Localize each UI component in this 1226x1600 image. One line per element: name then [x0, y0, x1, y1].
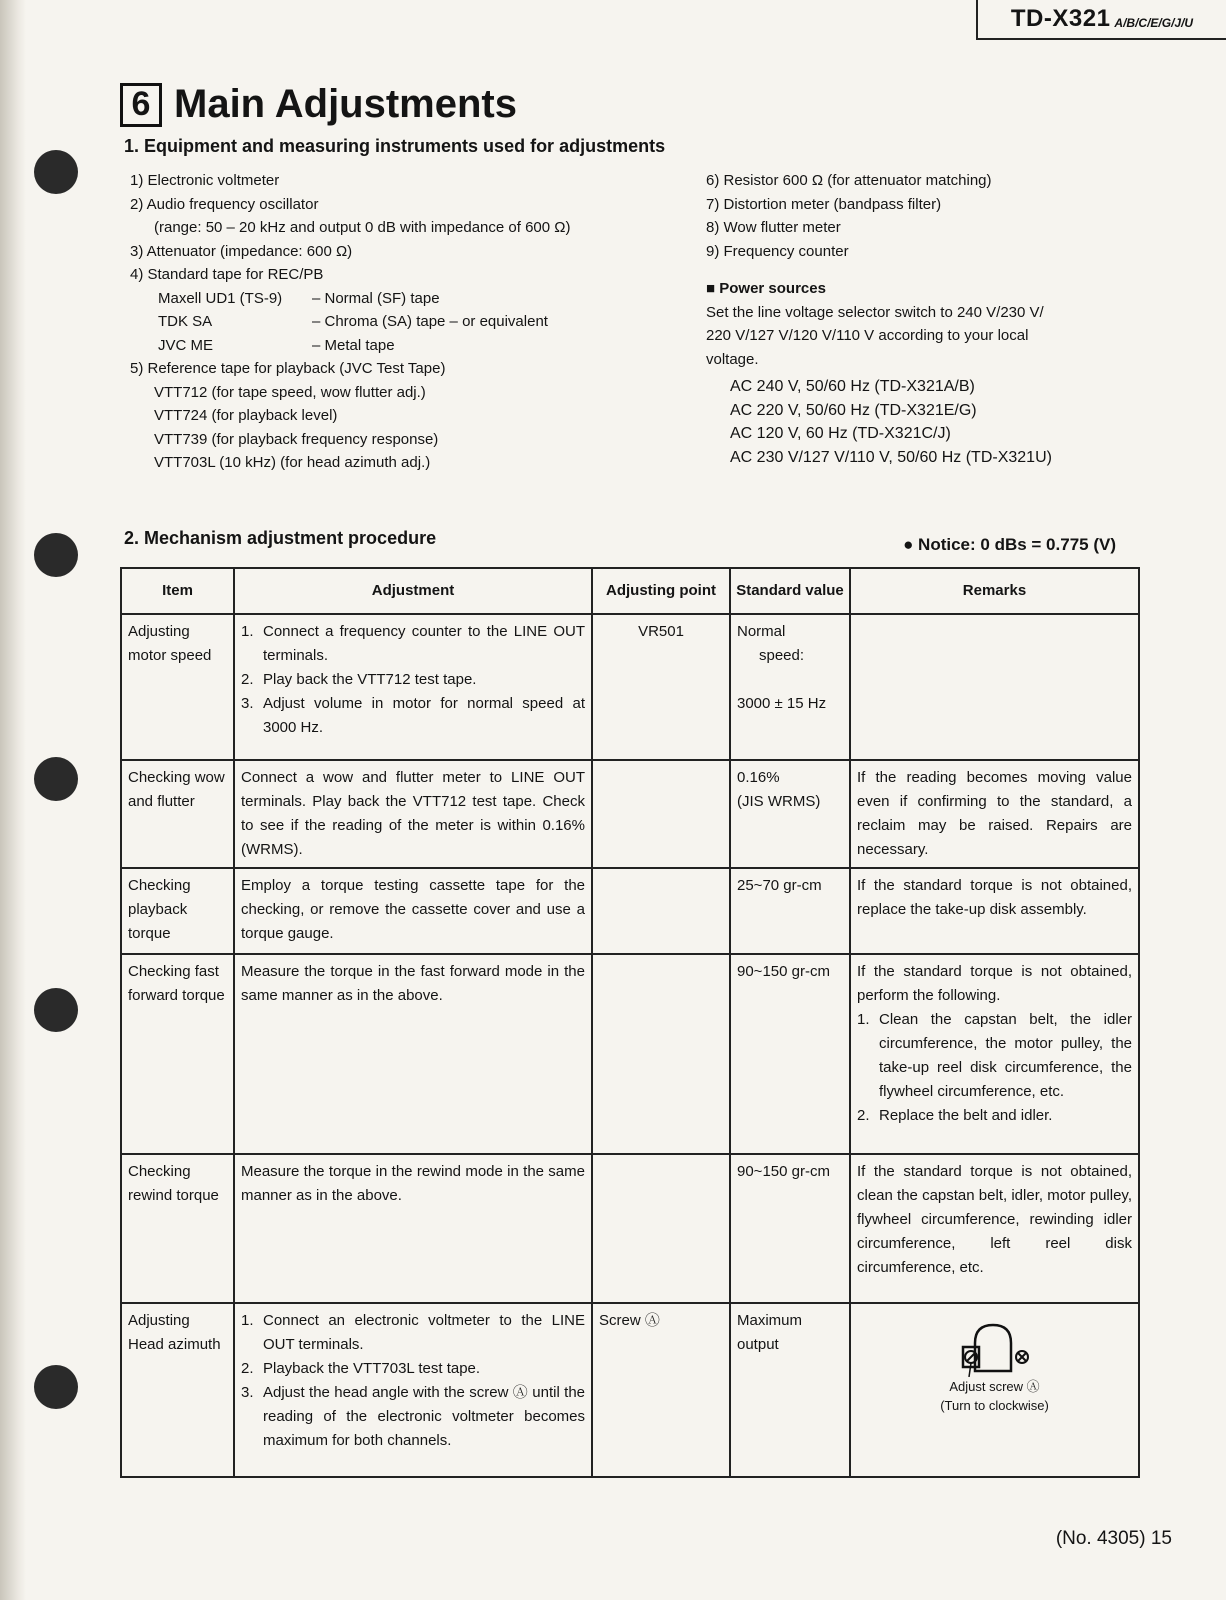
- row-adjustment: Measure the torque in the rewind mode in the same manner as in the above.: [234, 1154, 592, 1303]
- page-number: (No. 4305) 15: [1055, 1528, 1172, 1549]
- row-adjustment: Measure the torque in the fast forward mode in the same manner as in the above.: [234, 954, 592, 1154]
- equipment-item: 7) Distortion meter (bandpass filter): [706, 195, 942, 213]
- equipment-item: 8) Wow flutter meter: [706, 219, 841, 236]
- reference-tape: VTT703L (10 kHz) (for head azimuth adj.): [154, 454, 431, 471]
- power-text: 220 V/127 V/120 V/110 V according to your local: [706, 327, 1029, 344]
- tape-name: Maxell UD1 (TS-9): [158, 289, 283, 307]
- row-value: Maximum output: [730, 1303, 850, 1477]
- row-remarks: If the standard torque is not obtained, clean the capstan belt, idler, motor pulley, flywheel circumference, rewinding idler circumference, left reel disk circumference, etc.: [850, 1154, 1139, 1303]
- equipment-item: 5) Reference tape for playback (JVC Test Tape): [130, 360, 446, 377]
- binder-hole: [34, 150, 78, 194]
- header-item: Item: [121, 568, 234, 614]
- diagram-note: (Turn to clockwise): [940, 1398, 1049, 1413]
- model-box: [976, 0, 1226, 40]
- row-value: 90~150 gr-cm: [730, 954, 850, 1154]
- adjustment-step: 1. Connect a frequency counter to the LINE OUT terminals.: [241, 623, 585, 664]
- power-ac: AC 120 V, 60 Hz (TD-X321C/J): [730, 425, 951, 442]
- row-adjustment: [234, 1303, 592, 1477]
- header-point: Adjusting point: [592, 568, 730, 614]
- notice: ● Notice: 0 dBs = 0.775 (V): [903, 535, 1116, 554]
- table-header-row: [121, 568, 1139, 614]
- table-row: [121, 760, 1139, 868]
- table-row: [121, 954, 1139, 1154]
- tape-name: TDK SA: [158, 313, 213, 330]
- binder-hole: [34, 533, 78, 577]
- power-text: Set the line voltage selector switch to 240 V/230 V/: [706, 303, 1044, 321]
- equipment-item-detail: (range: 50 – 20 kHz and output 0 dB with impedance of 600 Ω): [154, 219, 571, 236]
- row-item: Checking rewind torque: [121, 1154, 234, 1303]
- remark-step: 1. Clean the capstan belt, the idler circumference, the motor pulley, the take-up reel disk circumference, the flywheel circumference, etc.: [857, 1011, 1132, 1100]
- section-title: [120, 82, 517, 127]
- binder-hole: [34, 757, 78, 801]
- reference-tape: VTT724 (for playback level): [154, 407, 338, 424]
- adjustment-step: 2. Playback the VTT703L test tape.: [241, 1360, 481, 1377]
- power-ac: AC 220 V, 50/60 Hz (TD-X321E/G): [730, 401, 977, 419]
- equipment-item: 4) Standard tape for REC/PB: [130, 266, 324, 283]
- binder-hole: [34, 1365, 78, 1409]
- binder-hole: [34, 988, 78, 1032]
- row-item: Adjusting motor speed: [121, 614, 234, 760]
- row-value: 25~70 gr-cm: [730, 868, 850, 954]
- head-azimuth-diagram: [857, 1321, 1132, 1415]
- adjustment-step: 3. Adjust the head angle with the screw Ⓐ until the reading of the electronic voltmeter becomes maximum for both channels.: [241, 1384, 585, 1449]
- row-remarks: [850, 614, 1139, 760]
- diagram-label: Adjust screw Ⓐ: [949, 1379, 1040, 1394]
- equipment-heading: 1. Equipment and measuring instruments used for adjustments: [124, 136, 666, 156]
- power-sources-heading: ■ Power sources: [706, 280, 826, 297]
- equipment-item: 6) Resistor 600 Ω (for attenuator matching): [706, 172, 992, 189]
- header-adjustment: Adjustment: [234, 568, 592, 614]
- row-point: [592, 868, 730, 954]
- row-point: [592, 954, 730, 1154]
- equipment-item: 9) Frequency counter: [706, 242, 849, 260]
- row-item: Checking fast forward torque: [121, 954, 234, 1154]
- remark-step: 2. Replace the belt and idler.: [857, 1107, 1053, 1124]
- adjustment-step: 3. Adjust volume in motor for normal speed at 3000 Hz.: [241, 695, 585, 736]
- table-row: [121, 868, 1139, 954]
- reference-tape: VTT739 (for playback frequency response): [154, 430, 439, 448]
- equipment-list-left: [130, 169, 570, 475]
- row-value: 90~150 gr-cm: [730, 1154, 850, 1303]
- row-remarks: If the standard torque is not obtained, perform the following. 1. Clean the capstan belt, the idler circumference, the motor pulley, the take-up reel disk circumference, the flywheel circumference, etc. 2. Replace the belt and idler.: [850, 954, 1139, 1154]
- model-variants: A/B/C/E/G/J/U: [1114, 16, 1194, 30]
- row-item: Checking playback torque: [121, 868, 234, 954]
- row-remarks: [850, 1303, 1139, 1477]
- adjustment-table: [120, 567, 1140, 1478]
- row-adjustment: [234, 614, 592, 760]
- adjustment-step: 1. Connect an electronic voltmeter to the LINE OUT terminals.: [241, 1312, 585, 1353]
- head-screw-icon: [949, 1321, 1041, 1377]
- row-point: Screw Ⓐ: [592, 1303, 730, 1477]
- row-value: 0.16% (JIS WRMS): [730, 760, 850, 868]
- power-text: voltage.: [706, 350, 759, 368]
- equipment-item: 1) Electronic voltmeter: [130, 172, 280, 189]
- row-item: Adjusting Head azimuth: [121, 1303, 234, 1477]
- tape-desc: – Normal (SF) tape: [312, 289, 440, 307]
- table-row: [121, 1303, 1139, 1477]
- tape-desc: – Metal tape: [312, 336, 395, 354]
- row-adjustment: Employ a torque testing cassette tape for the checking, or remove the cassette cover and use a torque gauge.: [234, 868, 592, 954]
- reference-tape: VTT712 (for tape speed, wow flutter adj.): [154, 383, 426, 401]
- section-title-text: Main Adjustments: [174, 82, 517, 126]
- mechanism-heading: 2. Mechanism adjustment procedure: [124, 528, 437, 548]
- table-row: [121, 614, 1139, 760]
- row-remarks: If the standard torque is not obtained, replace the take-up disk assembly.: [850, 868, 1139, 954]
- row-point: [592, 1154, 730, 1303]
- model-name: TD-X321: [1010, 5, 1111, 32]
- equipment-item: 3) Attenuator (impedance: 600 Ω): [130, 242, 353, 260]
- section-number: 6: [120, 83, 162, 127]
- tape-desc: – Chroma (SA) tape – or equivalent: [312, 313, 548, 330]
- equipment-list-right: [706, 169, 1052, 469]
- row-point: [592, 760, 730, 868]
- row-remarks: If the reading becomes moving value even if confirming to the standard, a reclaim may be raised. Repairs are necessary.: [850, 760, 1139, 868]
- equipment-item: 2) Audio frequency oscillator: [130, 195, 319, 213]
- adjustment-step: 2. Play back the VTT712 test tape.: [241, 671, 477, 688]
- table-row: [121, 1154, 1139, 1303]
- standard-tapes: [130, 287, 570, 358]
- power-ac: AC 240 V, 50/60 Hz (TD-X321A/B): [730, 378, 975, 395]
- power-ac: AC 230 V/127 V/110 V, 50/60 Hz (TD-X321U): [730, 448, 1052, 466]
- row-point: VR501: [592, 614, 730, 760]
- row-item: Checking wow and flutter: [121, 760, 234, 868]
- header-value: Standard value: [730, 568, 850, 614]
- tape-name: JVC ME: [158, 336, 214, 354]
- binding-edge: [0, 0, 26, 1600]
- row-value: Normal speed: 3000 ± 15 Hz: [730, 614, 850, 760]
- header-remarks: Remarks: [850, 568, 1139, 614]
- row-adjustment: Connect a wow and flutter meter to LINE OUT terminals. Play back the VTT712 test tape. Check to see if the reading of the meter is within 0.16% (WRMS).: [234, 760, 592, 868]
